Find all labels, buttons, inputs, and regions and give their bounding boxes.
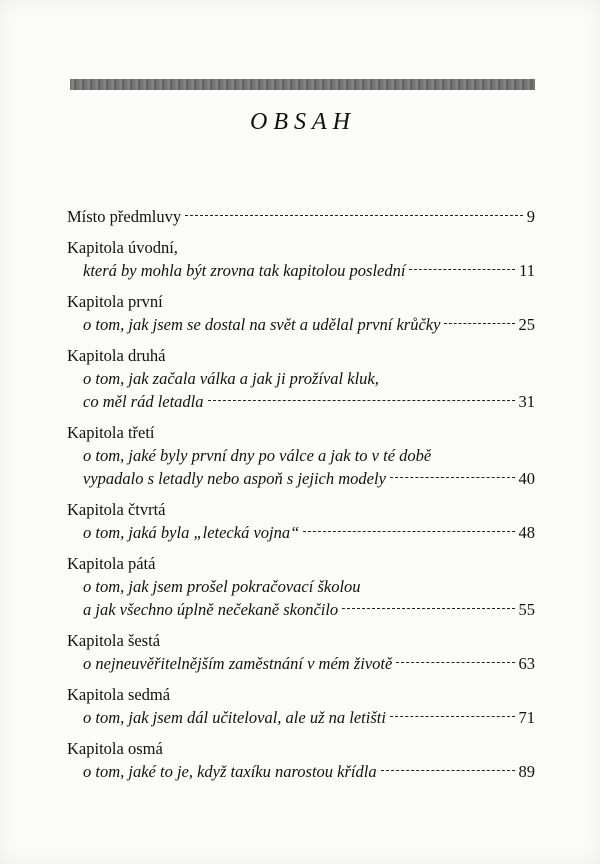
chapter-subtitle: o tom, jaké to je, když taxíku narostou křídla xyxy=(83,762,377,781)
chapter-subtitle: o tom, jak jsem se dostal na svět a udělal první krůčky xyxy=(83,315,441,334)
toc-heading-line xyxy=(67,344,535,367)
chapter-heading: Kapitola třetí xyxy=(67,423,155,442)
chapter-subtitle: o tom, jak jsem prošel pokračovací školou xyxy=(83,577,361,596)
chapter-subtitle: o nejneuvěřitelnějším zaměstnání v mém životě xyxy=(83,654,393,673)
page-number: 9 xyxy=(526,207,535,226)
toc-entry xyxy=(67,421,535,490)
toc-entry xyxy=(67,236,535,282)
chapter-subtitle: o tom, jaká byla „letecká vojna“ xyxy=(83,523,300,542)
table-of-contents xyxy=(67,205,535,791)
toc-entry xyxy=(67,344,535,413)
toc-heading-line xyxy=(67,290,535,313)
toc-heading-line xyxy=(67,552,535,575)
toc-heading-line xyxy=(67,683,535,706)
page-title: OBSAH xyxy=(250,109,356,135)
chapter-subtitle: co měl rád letadla xyxy=(83,392,204,411)
toc-subtitle-line xyxy=(67,598,535,621)
toc-entry xyxy=(67,290,535,336)
toc-entry xyxy=(67,205,535,228)
toc-heading-line xyxy=(67,205,535,228)
chapter-heading: Kapitola čtvrtá xyxy=(67,500,166,519)
toc-subtitle-line xyxy=(67,706,535,729)
page-number: 25 xyxy=(518,315,535,334)
toc-subtitle-line xyxy=(67,259,535,282)
page-number: 31 xyxy=(518,392,535,411)
chapter-subtitle: která by mohla být zrovna tak kapitolou poslední xyxy=(83,261,406,280)
toc-subtitle-line xyxy=(67,367,535,390)
toc-subtitle-line xyxy=(67,444,535,467)
toc-heading-line xyxy=(67,737,535,760)
chapter-heading: Kapitola úvodní, xyxy=(67,238,178,257)
dot-leader xyxy=(185,215,523,216)
dot-leader xyxy=(390,477,515,478)
toc-entry xyxy=(67,683,535,729)
page-number: 89 xyxy=(518,762,535,781)
page-number: 40 xyxy=(518,469,535,488)
page-number: 63 xyxy=(518,654,535,673)
toc-entry xyxy=(67,737,535,783)
dot-leader xyxy=(390,716,515,717)
dot-leader xyxy=(409,269,515,270)
toc-subtitle-line xyxy=(67,521,535,544)
dot-leader xyxy=(396,662,514,663)
toc-subtitle-line xyxy=(67,313,535,336)
dot-leader xyxy=(342,608,514,609)
page-number: 48 xyxy=(518,523,535,542)
toc-subtitle-line xyxy=(67,390,535,413)
toc-subtitle-line xyxy=(67,467,535,490)
chapter-heading: Kapitola osmá xyxy=(67,739,163,758)
page-number: 55 xyxy=(518,600,535,619)
toc-subtitle-line xyxy=(67,760,535,783)
chapter-heading: Kapitola první xyxy=(67,292,163,311)
chapter-heading: Kapitola sedmá xyxy=(67,685,171,704)
page-number: 11 xyxy=(519,261,535,280)
toc-heading-line xyxy=(67,236,535,259)
dot-leader xyxy=(381,770,515,771)
chapter-heading: Místo předmluvy xyxy=(67,207,182,226)
chapter-subtitle: o tom, jak jsem dál učiteloval, ale už na letišti xyxy=(83,708,386,727)
toc-subtitle-line xyxy=(67,652,535,675)
toc-entry xyxy=(67,552,535,621)
dot-leader xyxy=(208,400,515,401)
chapter-subtitle: o tom, jak začala válka a jak ji prožíval kluk, xyxy=(83,369,379,388)
header-rule xyxy=(70,79,535,90)
chapter-heading: Kapitola druhá xyxy=(67,346,166,365)
page-number: 71 xyxy=(518,708,535,727)
chapter-subtitle: o tom, jaké byly první dny po válce a jak to v té době xyxy=(83,446,432,465)
toc-heading-line xyxy=(67,629,535,652)
toc-entry xyxy=(67,498,535,544)
chapter-heading: Kapitola pátá xyxy=(67,554,156,573)
toc-subtitle-line xyxy=(67,575,535,598)
chapter-subtitle: a jak všechno úplně nečekaně skončilo xyxy=(83,600,339,619)
toc-entry xyxy=(67,629,535,675)
dot-leader xyxy=(303,531,514,532)
dot-leader xyxy=(444,323,514,324)
toc-heading-line xyxy=(67,421,535,444)
chapter-subtitle: vypadalo s letadly nebo aspoň s jejich modely xyxy=(83,469,386,488)
toc-heading-line xyxy=(67,498,535,521)
chapter-heading: Kapitola šestá xyxy=(67,631,161,650)
